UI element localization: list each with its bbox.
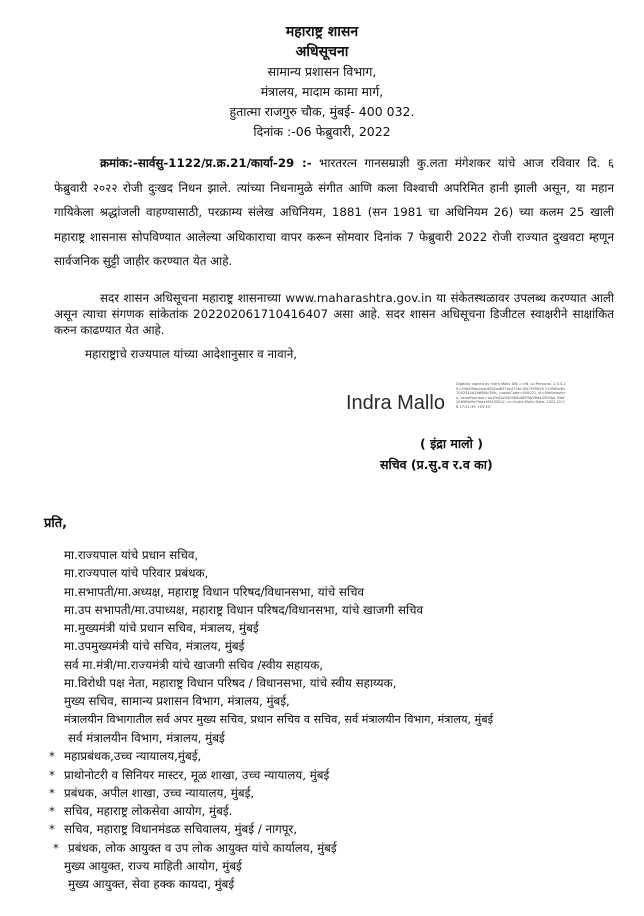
handwritten-signature: Indra Mallo — [346, 392, 445, 414]
list-item — [0, 766, 644, 784]
list-bullet: * — [49, 804, 55, 819]
list-item-text: प्राथोनोटरी व सिनियर मास्टर, मूळ शाखा, उच्च न्यायालय, मुंबई — [64, 767, 330, 782]
list-item-text: मा.राज्यपाल यांचे परिवार प्रबंधक, — [64, 566, 209, 581]
list-item-text: मुख्य आयुक्त, सेवा हक्क कायदा, मुंबई — [68, 877, 235, 892]
list-item-text: मा.राज्यपाल यांचे प्रधान सचिव, — [64, 548, 199, 562]
address-line-1: मंत्रालय, मादाम कामा मार्ग, — [260, 84, 384, 99]
department-name: सामान्य प्रशासन विभाग, — [267, 64, 377, 79]
list-item-text: मा.उप सभापती/मा.उपाध्यक्ष, महाराष्ट्र विधान परिषद/विधानसभा, यांचे खाजगी सचिव — [64, 602, 424, 617]
list-item-text: महाप्रबंधक,उच्च न्यायालय,मुंबई, — [64, 749, 202, 764]
notification-header — [0, 22, 644, 142]
list-item — [0, 802, 644, 820]
notification-paragraph-2 — [54, 290, 614, 338]
list-bullet: * — [49, 767, 55, 782]
list-item — [0, 857, 644, 875]
list-bullet: * — [49, 749, 55, 764]
governor-order-line: महाराष्ट्राचे राज्यपाल यांच्या आदेशानुसार व नावाने, — [85, 347, 298, 361]
list-item — [0, 656, 644, 674]
digital-signature-block: Digitally signed by Indra Mallo DN: c=IN, o=Personal, 2.5.4.20=30b4f5bb4eac6f32ad857ac479bc78e7f55626 21999fe4fc7002542b2fdf8f4c3f9c, postalCode=400021, st=Maharashtra, serialNumber=aa1fed1e9404bfb485f5b96d4f2f05ba 34ef2069f9e9e7feae0f34350c2, cn=Indra Mallo Date: 2022.02.06 17:21:39 +05'30' — [456, 382, 566, 409]
list-item-text: सर्व मा.मंत्री/मा.राज्यमंत्री यांचे खाजगी सचिव /स्वीय सहायक, — [64, 657, 324, 672]
notification-paragraph-1 — [54, 151, 614, 274]
signatory-name: ( इंद्रा मालो ) — [420, 436, 483, 451]
list-item-text: सचिव, महाराष्ट्र लोकसेवा आयोग, मुंबई. — [64, 804, 233, 819]
list-item — [0, 674, 644, 692]
list-item — [0, 784, 644, 802]
list-item — [0, 729, 644, 747]
notification-date: दिनांक :-06 फेब्रुवारी, 2022 — [253, 124, 391, 139]
government-name: महाराष्ट्र शासन — [285, 24, 359, 40]
list-bullet: * — [53, 840, 59, 855]
list-item-text: सचिव, महाराष्ट्र विधानमंडळ सचिवालय, मुंबई / नागपूर, — [64, 822, 298, 837]
address-line-2: हुतात्मा राजगुरु चौक, मुंबई- 400 032. — [229, 104, 415, 119]
list-item — [0, 692, 644, 710]
list-item-text: मा.मुख्यमंत्री यांचे प्रधान सचिव, मंत्रालय, मुंबई — [64, 621, 259, 636]
list-item-text: मंत्रालयीन विभागातील सर्व अपर मुख्य सचिव, प्रधान सचिव व सचिव, सर्व मंत्रालयीन विभाग, मंत्रालय, मुंबई — [64, 712, 494, 726]
list-item-text: मा.विरोधी पक्ष नेता, महाराष्ट्र विधान परिषद / विधानसभा, यांचे स्वीय सहाय्यक, — [64, 676, 397, 691]
list-item-text: मुख्य आयुक्त, राज्य माहिती आयोग, मुंबई — [64, 859, 242, 874]
list-item — [0, 820, 644, 838]
list-item-text: प्रबंधक, अपील शाखा, उच्च न्यायालय, मुंबई, — [64, 785, 255, 800]
list-item-text: मा.सभापती/मा.अध्यक्ष, महाराष्ट्र विधान परिषद/विधानसभा, यांचे सचिव — [64, 584, 365, 599]
notification-title: अधिसूचना — [295, 44, 349, 60]
list-item-text: सर्व मंत्रालयीन विभाग, मंत्रालय, मुंबई — [68, 730, 225, 745]
list-bullet: * — [49, 822, 55, 837]
list-bullet: * — [49, 785, 55, 800]
paragraph-1-text: भारतरत्न गानसम्राज्ञी कु.लता मंगेशकर यांचे आज रविवार दि. ६ फेब्रुवारी २०२२ रोजी दुःखद निधन झाले. त्यांच्या निधनामुळे संगीत आणि कला विश्वाची अपरिमित हानी झाली असून, या महान गायिकेला श्रद्धांजली वाहण्यासाठी, परक्राम्य संलेख अधिनियम, 1881 (सन 1981 चा अधिनियम 26) च्या कलम 25 खाली महाराष्ट्र शासनास सोपविण्यात आलेल्या अधिकाराचा वापर करून सोमवार दिनांक 7 फेब्रुवारी 2022 रोजी राज्यात दुखवटा म्हणून सार्वजनिक सुट्टी जाहीर करण्यात येत आहे. — [54, 156, 615, 268]
list-item — [0, 747, 644, 765]
signatory-designation: सचिव (प्र.सु.व र.व का) — [380, 457, 493, 472]
list-item — [0, 839, 644, 857]
list-item — [0, 875, 644, 893]
distribution-heading: प्रति, — [44, 516, 68, 531]
list-item — [0, 711, 644, 729]
list-item — [0, 583, 644, 601]
list-item-text: मुख्य सचिव, सामान्य प्रशासन विभाग, मंत्रालय, मुंबई, — [64, 694, 290, 709]
list-item — [0, 601, 644, 619]
list-item — [0, 637, 644, 655]
order-number: क्रमांक:-सार्वसु-1122/प्र.क्र.21/कार्या-29 :- — [100, 156, 312, 170]
list-item — [0, 564, 644, 582]
list-item — [0, 546, 644, 564]
list-item — [0, 619, 644, 637]
list-item-text: मा.उपमुख्यमंत्री यांचे सचिव, मंत्रालय, मुंबई — [64, 639, 245, 654]
list-item-text: प्रबंधक, लोक आयुक्त व उप लोक आयुक्त यांचे कार्यालय, मुंबई — [68, 840, 337, 855]
paragraph-2-text: सदर शासन अधिसूचना महाराष्ट्र शासनाच्या www.maharashtra.gov.in या संकेतस्थळावर उपलब्ध करण्यात आली असून त्याचा संगणक सांकेतांक 202202061710416407 असा आहे. सदर शासन अधिसूचना डिजीटल स्वाक्षरीने साक्षांकित करुन काढण्यात येत आहे. — [54, 291, 614, 337]
distribution-list — [0, 546, 644, 894]
